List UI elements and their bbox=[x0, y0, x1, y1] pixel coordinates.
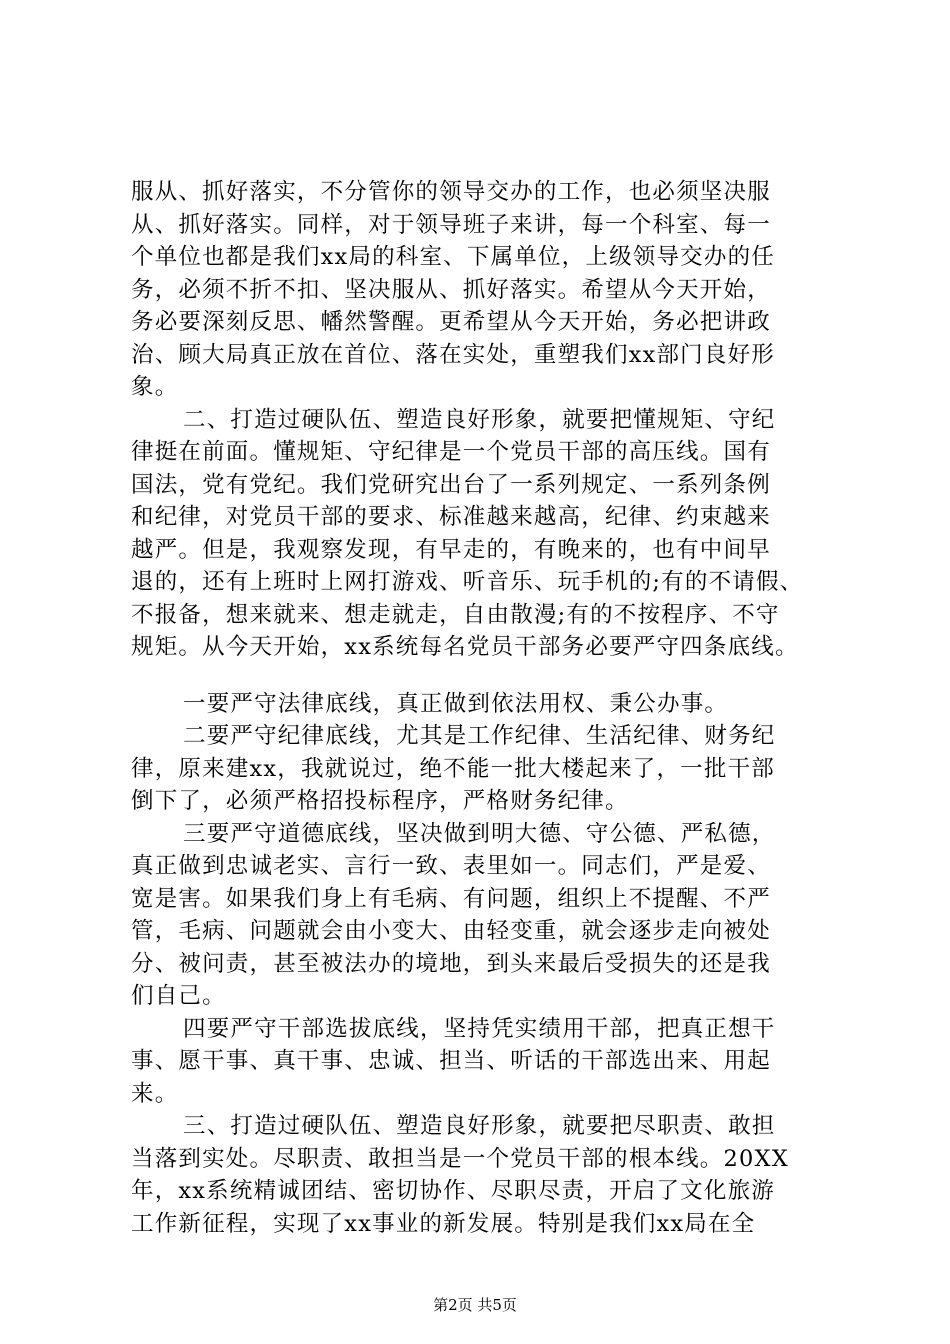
text-line: 三、打造过硬队伍、塑造良好形象，就要把尽职责、敢担 bbox=[183, 1113, 776, 1139]
text-line: 当落到实处。尽职责、敢担当是一个党员干部的根本线。20XX bbox=[131, 1145, 789, 1172]
text-line: 治、顾大局真正放在首位、落在实处，重塑我们xx部门良好形 bbox=[131, 341, 775, 368]
text-line: 真正做到忠诚老实、言行一致、表里如一。同志们，严是爱、 bbox=[131, 853, 771, 879]
text-line: 倒下了，必须严格招投标程序，严格财务纪律。 bbox=[131, 788, 629, 814]
text-line: 年，xx系统精诚团结、密切协作、尽职尽责，开启了文化旅游 bbox=[131, 1178, 775, 1204]
text-line: 工作新征程，实现了xx事业的新发展。特别是我们xx局在全 bbox=[131, 1210, 756, 1237]
text-line: 来。 bbox=[131, 1080, 179, 1107]
paragraph-gap bbox=[131, 664, 831, 688]
document-body bbox=[131, 176, 831, 1240]
text-line: 三要严守道德底线，坚决做到明大德、守公德、严私德， bbox=[183, 820, 776, 847]
text-line: 务，必须不折不扣、坚决服从、抓好落实。希望从今天开始， bbox=[131, 276, 771, 303]
page-number: 第2页 共5页 bbox=[433, 1296, 517, 1314]
text-line: 们自己。 bbox=[131, 983, 226, 1009]
text-line: 国法，党有党纪。我们党研究出台了一系列规定、一系列条例 bbox=[131, 471, 771, 498]
text-line: 管，毛病、问题就会由小变大、由轻变重，就会逐步走向被处 bbox=[131, 918, 771, 944]
text-line: 二、打造过硬队伍、塑造良好形象，就要把懂规矩、守纪 bbox=[183, 406, 776, 433]
text-line: 事、愿干事、真干事、忠诚、担当、听话的干部选出来、用起 bbox=[131, 1048, 771, 1074]
text-line: 越严。但是，我观察发现，有早走的，有晚来的，也有中间早 bbox=[131, 536, 771, 563]
text-line: 分、被问责，甚至被法办的境地，到头来最后受损失的还是我 bbox=[131, 950, 771, 977]
text-line: 宽是害。如果我们身上有毛病、有问题，组织上不提醒、不严 bbox=[131, 885, 771, 912]
text-line: 服从、抓好落实，不分管你的领导交办的工作，也必须坚决服 bbox=[131, 179, 771, 205]
text-line: 二要严守纪律底线，尤其是工作纪律、生活纪律、财务纪 bbox=[183, 723, 776, 749]
text-line: 和纪律，对党员干部的要求、标准越来越高，纪律、约束越来 bbox=[131, 504, 771, 530]
text-line: 一要严守法律底线，真正做到依法用权、秉公办事。 bbox=[183, 690, 729, 717]
text-line: 不报备，想来就来、想走就走，自由散漫;有的不按程序、不守 bbox=[131, 601, 780, 628]
text-line: 务必要深刻反思、幡然警醒。更希望从今天开始，务必把讲政 bbox=[131, 309, 771, 335]
text-line: 律，原来建xx，我就说过，绝不能一批大楼起来了，一批干部 bbox=[131, 755, 775, 782]
text-line: 从、抓好落实。同样，对于领导班子来讲，每一个科室、每一 bbox=[131, 211, 771, 238]
text-line: 规矩。从今天开始，xx系统每名党员干部务必要严守四条底线。 bbox=[131, 634, 799, 660]
text-line: 个单位也都是我们xx局的科室、下属单位，上级领导交办的任 bbox=[131, 244, 775, 270]
page-footer bbox=[0, 1295, 950, 1315]
text-line: 象。 bbox=[131, 374, 179, 400]
text-line: 退的，还有上班时上网打游戏、听音乐、玩手机的;有的不请假、 bbox=[131, 569, 804, 595]
text-line: 四要严守干部选拔底线，坚持凭实绩用干部，把真正想干 bbox=[183, 1015, 776, 1042]
text-line: 律挺在前面。懂规矩、守纪律是一个党员干部的高压线。国有 bbox=[131, 439, 771, 465]
